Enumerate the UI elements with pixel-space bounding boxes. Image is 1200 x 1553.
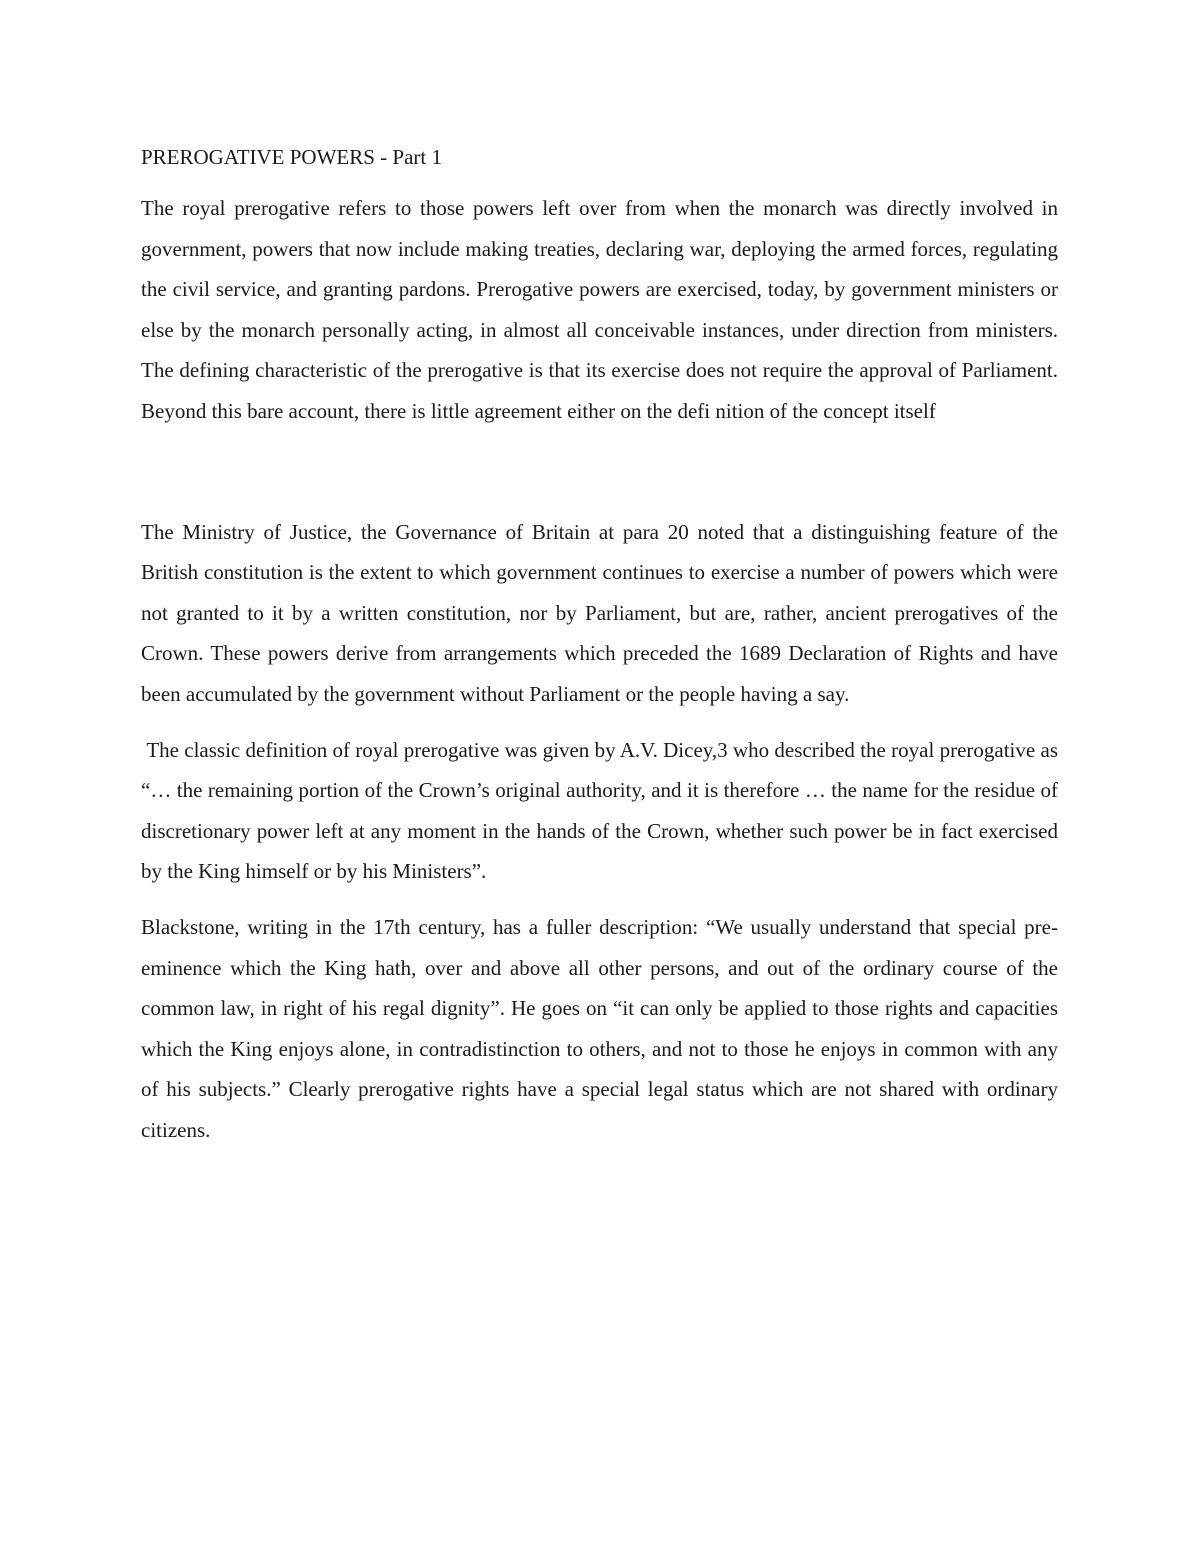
document-title: PREROGATIVE POWERS - Part 1 xyxy=(141,145,443,169)
paragraph-royal-prerogative: The royal prerogative refers to those powers left over from when the monarch was directly involved in government, powers that now include making treaties, declaring war, deploying the armed forces, regulating the civil service, and granting pardons. Prerogative powers are exercised, today, by government ministers or else by the monarch personally acting, in almost all conceivable instances, under direction from ministers. The defining characteristic of the prerogative is that its exercise does not require the approval of Parliament. Beyond this bare account, there is little agreement either on the defi nition of the concept itself xyxy=(141,196,1058,423)
paragraph-spacer xyxy=(141,432,1058,512)
paragraph-dicey-definition: The classic definition of royal prerogative was given by A.V. Dicey,3 who described the royal prerogative as “… the remaining portion of the Crown’s original authority, and it is therefore … the name for the residue of discretionary power left at any moment in the hands of the Crown, whether such power be in fact exercised by the King himself or by his Ministers”. xyxy=(141,737,1064,884)
paragraph-ministry-of-justice: The Ministry of Justice, the Governance of Britain at para 20 noted that a distinguishing feature of the British constitution is the extent to which government continues to exercise a number of powers which were not granted to it by a written constitution, nor by Parliament, but are, rather, ancient prerogatives of the Crown. These powers derive from arrangements which preceded the 1689 Declaration of Rights and have been accumulated by the government without Parliament or the people having a say. xyxy=(141,519,1058,706)
document-body xyxy=(141,140,1064,1150)
paragraph-blackstone: Blackstone, writing in the 17th century, has a fuller description: “We usually understand that special pre-eminence which the King hath, over and above all other persons, and out of the ordinary course of the common law, in right of his regal dignity”. He goes on “it can only be applied to those rights and capacities which the King enjoys alone, in contradistinction to others, and not to those he enjoys in common with any of his subjects.” Clearly prerogative rights have a special legal status which are not shared with ordinary citizens. xyxy=(141,914,1058,1142)
